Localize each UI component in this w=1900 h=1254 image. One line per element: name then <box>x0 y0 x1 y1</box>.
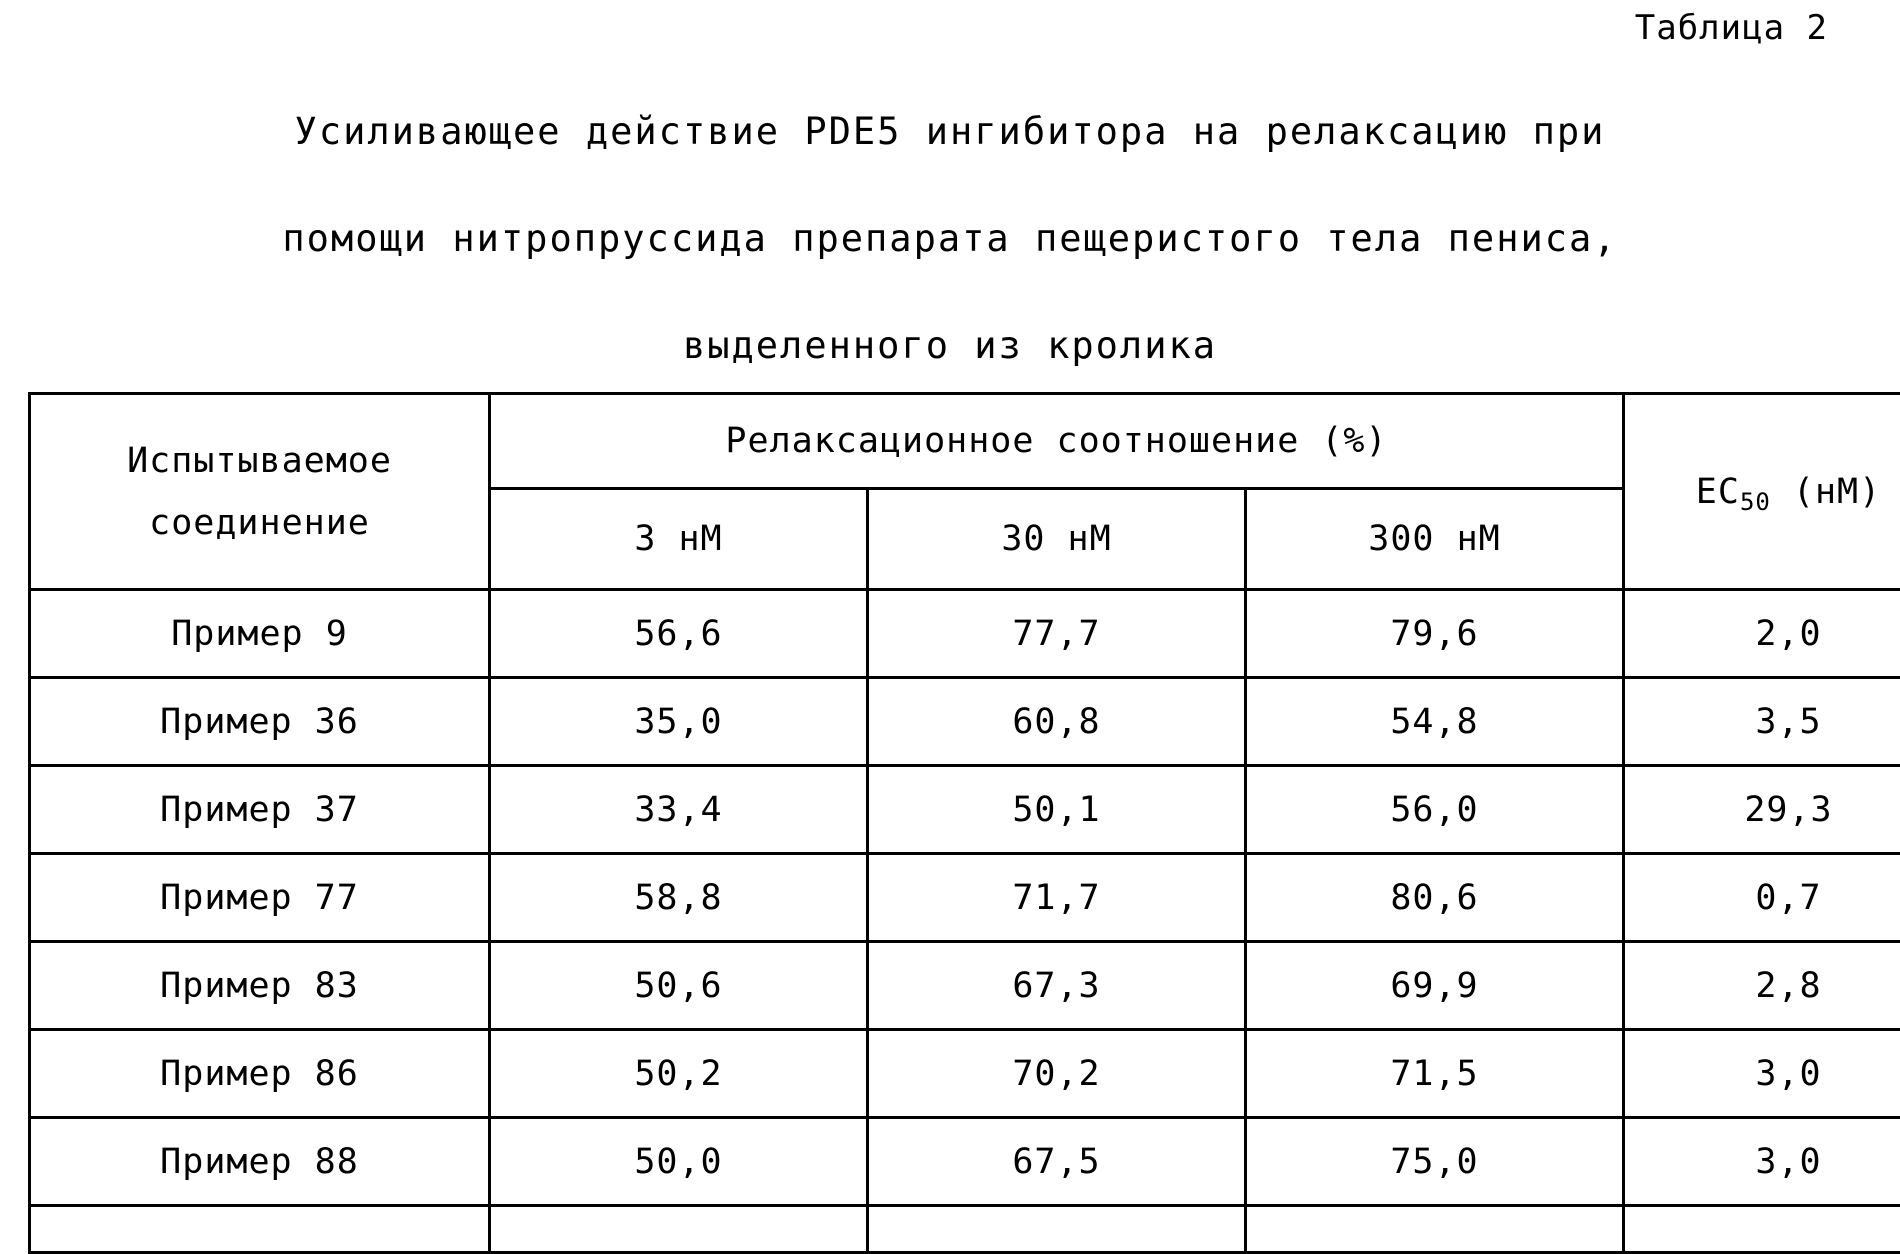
title-line-3: выделенного из кролика <box>0 292 1900 399</box>
table-row <box>30 854 1900 942</box>
cell-3nm: 50,0 <box>490 1118 868 1206</box>
cell-3nm: 58,8 <box>490 854 868 942</box>
table-row <box>30 1030 1900 1118</box>
table-row <box>30 942 1900 1030</box>
cell-300nm: 79,6 <box>1246 590 1624 678</box>
cell-30nm: 71,7 <box>868 854 1246 942</box>
table-bottom-spacer-row <box>30 1206 1900 1253</box>
spacer-cell <box>30 1206 490 1253</box>
cell-ec50: 2,0 <box>1624 590 1900 678</box>
cell-3nm: 33,4 <box>490 766 868 854</box>
cell-ec50: 2,8 <box>1624 942 1900 1030</box>
cell-compound: Пример 77 <box>30 854 490 942</box>
table-row <box>30 678 1900 766</box>
cell-3nm: 50,6 <box>490 942 868 1030</box>
spacer-cell <box>1624 1206 1900 1253</box>
table-title <box>0 78 1900 399</box>
table-body <box>30 590 1900 1253</box>
cell-ec50: 29,3 <box>1624 766 1900 854</box>
cell-300nm: 75,0 <box>1246 1118 1624 1206</box>
header-dose-300nm: 300 нМ <box>1246 489 1624 590</box>
header-ec50-subscript: 50 <box>1740 488 1771 516</box>
cell-3nm: 50,2 <box>490 1030 868 1118</box>
cell-300nm: 80,6 <box>1246 854 1624 942</box>
title-line-1: Усиливающее действие PDE5 ингибитора на релаксацию при <box>0 78 1900 185</box>
cell-compound: Пример 88 <box>30 1118 490 1206</box>
cell-3nm: 56,6 <box>490 590 868 678</box>
cell-30nm: 70,2 <box>868 1030 1246 1118</box>
header-compound-line2: соединение <box>31 492 488 554</box>
header-ec50-prefix: EC <box>1696 472 1740 512</box>
data-table <box>28 392 1900 1254</box>
table-number-label: Таблица 2 <box>1635 8 1828 48</box>
cell-compound: Пример 37 <box>30 766 490 854</box>
header-ec50 <box>1624 394 1900 590</box>
table-header-row-1 <box>30 394 1900 489</box>
cell-ec50: 3,5 <box>1624 678 1900 766</box>
cell-compound: Пример 86 <box>30 1030 490 1118</box>
title-line-2: помощи нитропруссида препарата пещеристого тела пениса, <box>0 185 1900 292</box>
table-head <box>30 394 1900 590</box>
cell-300nm: 54,8 <box>1246 678 1624 766</box>
cell-300nm: 71,5 <box>1246 1030 1624 1118</box>
spacer-cell <box>868 1206 1246 1253</box>
header-compound <box>30 394 490 590</box>
cell-300nm: 69,9 <box>1246 942 1624 1030</box>
cell-ec50: 3,0 <box>1624 1118 1900 1206</box>
cell-compound: Пример 36 <box>30 678 490 766</box>
spacer-cell <box>1246 1206 1624 1253</box>
header-dose-3nm: 3 нМ <box>490 489 868 590</box>
cell-ec50: 3,0 <box>1624 1030 1900 1118</box>
cell-3nm: 35,0 <box>490 678 868 766</box>
cell-compound: Пример 83 <box>30 942 490 1030</box>
data-table-container <box>28 392 1868 1254</box>
cell-30nm: 50,1 <box>868 766 1246 854</box>
header-ec50-suffix: (нМ) <box>1771 472 1881 512</box>
table-row <box>30 766 1900 854</box>
header-relaxation-group: Релаксационное соотношение (%) <box>490 394 1624 489</box>
cell-30nm: 67,5 <box>868 1118 1246 1206</box>
table-row <box>30 1118 1900 1206</box>
spacer-cell <box>490 1206 868 1253</box>
cell-30nm: 67,3 <box>868 942 1246 1030</box>
table-row <box>30 590 1900 678</box>
cell-30nm: 60,8 <box>868 678 1246 766</box>
header-dose-30nm: 30 нМ <box>868 489 1246 590</box>
cell-300nm: 56,0 <box>1246 766 1624 854</box>
header-compound-line1: Испытываемое <box>31 430 488 492</box>
cell-ec50: 0,7 <box>1624 854 1900 942</box>
cell-30nm: 77,7 <box>868 590 1246 678</box>
cell-compound: Пример 9 <box>30 590 490 678</box>
